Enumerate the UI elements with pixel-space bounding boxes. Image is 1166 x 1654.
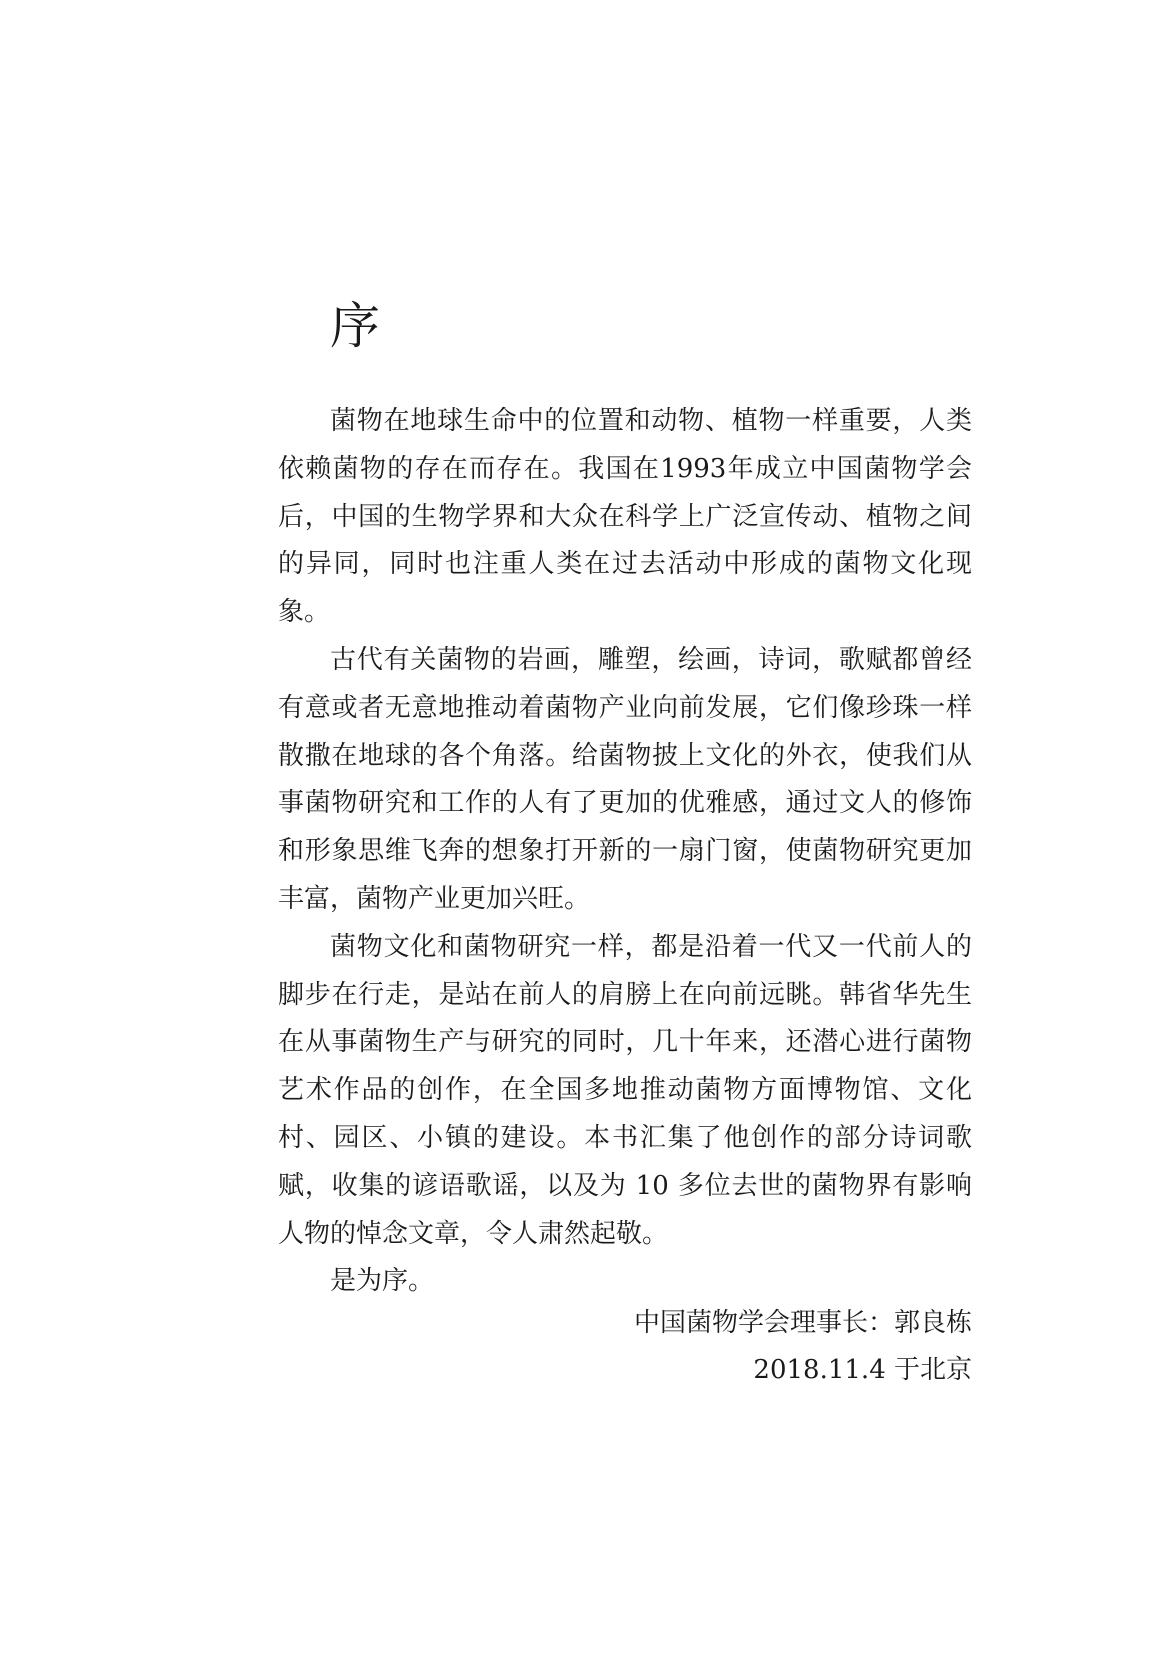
paragraph-2: 古代有关菌物的岩画，雕塑，绘画，诗词，歌赋都曾经有意或者无意地推动着菌物产业向前发展，它们像珍珠一样散撒在地球的各个角落。给菌物披上文化的外衣，使我们从事菌物研究和工作的人有了更加的优雅感，通过文人的修饰和形象思维飞奔的想象打开新的一扇门窗，使菌物研究更加丰富，菌物产业更加兴旺。 — [278, 644, 972, 914]
page-title: 序 — [330, 297, 380, 355]
paragraph-3: 菌物文化和菌物研究一样，都是沿着一代又一代前人的脚步在行走，是站在前人的肩膀上在向前远眺。韩省华先生在从事菌物生产与研究的同时，几十年来，还潜心进行菌物艺术作品的创作，在全国多地推动菌物方面博物馆、文化村、园区、小镇的建设。本书汇集了他创作的部分诗词歌赋，收集的谚语歌谣，以及为 10 多位去世的菌物界有影响人物的悼念文章，令人肃然起敬。 — [278, 931, 972, 1249]
paragraph-1: 菌物在地球生命中的位置和动物、植物一样重要，人类依赖菌物的存在而存在。我国在1993年成立中国菌物学会后，中国的生物学界和大众在科学上广泛宣传动、植物之间的异同，同时也注重人类在过去活动中形成的菌物文化现象。 — [278, 406, 972, 628]
signature-author: 中国菌物学会理事长：郭良栋 — [633, 1308, 972, 1338]
closing-line: 是为序。 — [330, 1266, 435, 1297]
preface-body — [278, 398, 972, 1306]
signature-block — [634, 1300, 972, 1394]
signature-date: 2018.11.4 于北京 — [753, 1355, 972, 1385]
